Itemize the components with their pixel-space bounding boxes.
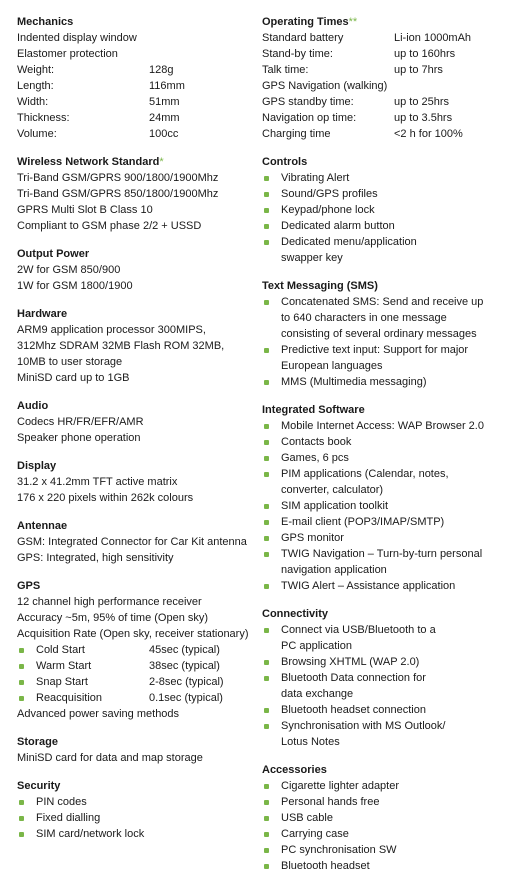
bullet-text (281, 702, 507, 718)
bullet-icon (262, 778, 281, 794)
bullet-text (281, 546, 507, 578)
section-title (262, 606, 507, 622)
bullet-line: TWIG Alert – Assistance application (281, 580, 456, 592)
section-audio (17, 398, 257, 446)
section-title-text: Operating Times (262, 16, 349, 28)
bullet-text (36, 810, 257, 826)
spec-row (17, 94, 257, 110)
spec-line: Indented display window (17, 32, 137, 44)
spec-value: up to 25hrs (394, 96, 450, 108)
bullet-item (262, 466, 507, 498)
section-accessories (262, 762, 507, 874)
bullet-line: swapper key (281, 252, 343, 264)
bullet-text (281, 342, 507, 374)
bullet-line: Dedicated menu/application (281, 236, 417, 248)
bullet-line: Fixed dialling (36, 812, 101, 824)
section-title (17, 518, 257, 534)
spec-value: 100cc (149, 128, 179, 140)
section-title-text: Integrated Software (262, 404, 365, 416)
spec-line: Elastomer protection (17, 48, 118, 60)
bullet-line: Mobile Internet Access: WAP Browser 2.0 (281, 420, 484, 432)
bullet-icon (17, 674, 36, 690)
bullet-icon (262, 794, 281, 810)
bullet-icon (17, 658, 36, 674)
section-title-text: Mechanics (17, 16, 74, 28)
section-title (17, 578, 257, 594)
spec-line: 12 channel high performance receiver (17, 596, 202, 608)
spec-bullet-row (17, 642, 257, 658)
section-title (17, 734, 257, 750)
spec-line: Tri-Band GSM/GPRS 850/1800/1900Mhz (17, 188, 219, 200)
spec-row (17, 110, 257, 126)
bullet-text (281, 530, 507, 546)
bullet-line: MMS (Multimedia messaging) (281, 376, 427, 388)
spec-line: Codecs HR/FR/EFR/AMR (17, 416, 144, 428)
bullet-text (281, 654, 507, 670)
section-title (17, 778, 257, 794)
bullet-line: Cigarette lighter adapter (281, 780, 400, 792)
spec-label: Warm Start (36, 660, 92, 672)
bullet-line: Concatenated SMS: Send and receive up (281, 296, 484, 308)
section-title (17, 306, 257, 322)
section-storage (17, 734, 257, 766)
bullet-item (262, 186, 507, 202)
spec-bullet-pair (36, 658, 220, 674)
bullet-item (262, 234, 507, 266)
spec-line: ARM9 application processor 300MIPS, (17, 324, 206, 336)
spec-row (262, 30, 507, 46)
bullet-text (281, 842, 507, 858)
bullet-item (262, 498, 507, 514)
section-title-text: Hardware (17, 308, 68, 320)
bullet-text (281, 826, 507, 842)
bullet-text (281, 294, 507, 342)
bullet-line: European languages (281, 360, 383, 372)
section-title-text: Security (17, 780, 61, 792)
left-column (17, 14, 257, 854)
spec-label: GPS Navigation (walking) (262, 80, 388, 92)
bullet-line: PC application (281, 640, 352, 652)
spec-row (262, 78, 507, 94)
bullet-text (281, 810, 507, 826)
bullet-item (17, 794, 257, 810)
spec-line: MiniSD card for data and map storage (17, 752, 203, 764)
bullet-icon (262, 418, 281, 434)
spec-bullet-row (17, 690, 257, 706)
bullet-item (262, 294, 507, 342)
bullet-line: Personal hands free (281, 796, 380, 808)
bullet-icon (262, 202, 281, 218)
spec-value: up to 3.5hrs (394, 112, 453, 124)
bullet-icon (17, 642, 36, 658)
spec-row (262, 62, 507, 78)
spec-label: Weight: (17, 64, 55, 76)
bullet-icon (262, 654, 281, 670)
bullet-line: navigation application (281, 564, 387, 576)
spec-line: 312Mhz SDRAM 32MB Flash ROM 32MB, (17, 340, 225, 352)
bullet-line: E-mail client (POP3/IMAP/SMTP) (281, 516, 445, 528)
bullet-icon (262, 718, 281, 750)
bullet-line: data exchange (281, 688, 354, 700)
spec-label: Volume: (17, 128, 57, 140)
bullet-item (262, 718, 507, 750)
section-title (262, 154, 507, 170)
bullet-line: Bluetooth headset (281, 860, 370, 872)
bullet-text (281, 718, 507, 750)
spec-value: 51mm (149, 96, 180, 108)
section-title-text: Text Messaging (SMS) (262, 280, 378, 292)
spec-row (262, 94, 507, 110)
spec-value: 0.1sec (typical) (149, 692, 223, 704)
bullet-text (281, 858, 507, 874)
spec-value: 45sec (typical) (149, 644, 220, 656)
section-output-power (17, 246, 257, 294)
section-title (262, 14, 507, 30)
spec-line: Advanced power saving methods (17, 708, 180, 720)
bullet-line: Synchronisation with MS Outlook/ (281, 720, 446, 732)
section-title-text: Connectivity (262, 608, 329, 620)
bullet-icon (262, 514, 281, 530)
section-title (262, 402, 507, 418)
right-column (262, 14, 507, 886)
bullet-item (262, 578, 507, 594)
bullet-icon (262, 826, 281, 842)
spec-label: GPS standby time: (262, 96, 354, 108)
bullet-line: PIM applications (Calendar, notes, (281, 468, 449, 480)
bullet-item (262, 450, 507, 466)
spec-label: Stand-by time: (262, 48, 333, 60)
bullet-text (281, 670, 507, 702)
bullet-item (262, 374, 507, 390)
spec-line: GPRS Multi Slot B Class 10 (17, 204, 153, 216)
spec-value: up to 160hrs (394, 48, 456, 60)
spec-line: 1W for GSM 1800/1900 (17, 280, 133, 292)
spec-row (17, 126, 257, 142)
bullet-icon (262, 498, 281, 514)
section-integrated-software (262, 402, 507, 594)
spec-value: <2 h for 100% (394, 128, 463, 140)
bullet-item (262, 654, 507, 670)
bullet-text (281, 170, 507, 186)
spec-line: Compliant to GSM phase 2/2 + USSD (17, 220, 202, 232)
section-title-text: Accessories (262, 764, 327, 776)
section-operating-times (262, 14, 507, 142)
bullet-text (281, 234, 507, 266)
spec-label: Width: (17, 96, 49, 108)
section-title-text: GPS (17, 580, 41, 592)
bullet-line: TWIG Navigation – Turn-by-turn personal (281, 548, 483, 560)
bullet-text (281, 434, 507, 450)
bullet-item (262, 514, 507, 530)
bullet-line: PC synchronisation SW (281, 844, 397, 856)
section-display (17, 458, 257, 506)
section-title (17, 154, 257, 170)
bullet-line: Contacts book (281, 436, 352, 448)
bullet-item (262, 810, 507, 826)
spec-line: Accuracy ~5m, 95% of time (Open sky) (17, 612, 209, 624)
spec-label: Standard battery (262, 32, 344, 44)
bullet-line: Dedicated alarm button (281, 220, 395, 232)
bullet-item (262, 418, 507, 434)
bullet-icon (262, 670, 281, 702)
bullet-item (262, 202, 507, 218)
spec-value: 116mm (149, 80, 185, 92)
bullet-line: USB cable (281, 812, 333, 824)
spec-bullet-pair (36, 674, 224, 690)
bullet-line: PIN codes (36, 796, 87, 808)
bullet-text (281, 622, 507, 654)
section-title (262, 762, 507, 778)
spec-row (262, 110, 507, 126)
bullet-text (281, 218, 507, 234)
section-title-text: Output Power (17, 248, 90, 260)
bullet-item (262, 670, 507, 702)
bullet-line: GPS monitor (281, 532, 344, 544)
bullet-text (281, 374, 507, 390)
bullet-icon (262, 218, 281, 234)
spec-row (17, 78, 257, 94)
bullet-item (17, 810, 257, 826)
bullet-icon (262, 530, 281, 546)
spec-line: 10MB to user storage (17, 356, 123, 368)
bullet-item (262, 530, 507, 546)
spec-label: Cold Start (36, 644, 85, 656)
bullet-icon (262, 858, 281, 874)
bullet-icon (262, 702, 281, 718)
bullet-text (281, 418, 507, 434)
spec-label: Snap Start (36, 676, 88, 688)
bullet-line: Bluetooth headset connection (281, 704, 426, 716)
bullet-icon (262, 842, 281, 858)
spec-label: Charging time (262, 128, 331, 140)
bullet-icon (262, 294, 281, 342)
bullet-line: to 640 characters in one message (281, 312, 447, 324)
bullet-text (281, 794, 507, 810)
section-controls (262, 154, 507, 266)
spec-row (262, 46, 507, 62)
bullet-icon (17, 794, 36, 810)
bullet-icon (262, 546, 281, 578)
spec-value: up to 7hrs (394, 64, 443, 76)
bullet-item (262, 702, 507, 718)
bullet-line: Games, 6 pcs (281, 452, 349, 464)
section-title-text: Storage (17, 736, 58, 748)
section-title-text: Audio (17, 400, 49, 412)
bullet-item (262, 842, 507, 858)
bullet-text (281, 778, 507, 794)
bullet-line: Bluetooth Data connection for (281, 672, 426, 684)
spec-line: GSM: Integrated Connector for Car Kit antenna (17, 536, 247, 548)
spec-label: Talk time: (262, 64, 309, 76)
bullet-icon (17, 810, 36, 826)
bullet-item (262, 858, 507, 874)
section-title-text: Antennae (17, 520, 68, 532)
footnote-marker: * (159, 156, 164, 168)
section-text-messaging-sms (262, 278, 507, 390)
bullet-icon (262, 374, 281, 390)
spec-label: Navigation op time: (262, 112, 357, 124)
spec-line: GPS: Integrated, high sensitivity (17, 552, 174, 564)
spec-value: 24mm (149, 112, 180, 124)
section-mechanics (17, 14, 257, 142)
spec-bullet-row (17, 674, 257, 690)
bullet-icon (262, 450, 281, 466)
bullet-item (17, 826, 257, 842)
section-hardware (17, 306, 257, 386)
bullet-text (281, 202, 507, 218)
bullet-icon (262, 578, 281, 594)
bullet-line: converter, calculator) (281, 484, 384, 496)
bullet-text (36, 794, 257, 810)
section-antennae (17, 518, 257, 566)
section-title (17, 14, 257, 30)
footnote-marker: ** (348, 16, 358, 28)
bullet-icon (262, 342, 281, 374)
spec-value: 2-8sec (typical) (149, 676, 224, 688)
spec-value: 128g (149, 64, 174, 76)
section-title (262, 278, 507, 294)
spec-line: Tri-Band GSM/GPRS 900/1800/1900Mhz (17, 172, 219, 184)
bullet-line: Vibrating Alert (281, 172, 350, 184)
bullet-line: SIM card/network lock (36, 828, 145, 840)
spec-bullet-row (17, 658, 257, 674)
section-title-text: Controls (262, 156, 308, 168)
spec-label: Thickness: (17, 112, 70, 124)
bullet-icon (17, 690, 36, 706)
spec-bullet-pair (36, 690, 223, 706)
bullet-line: SIM application toolkit (281, 500, 388, 512)
spec-bullet-pair (36, 642, 220, 658)
section-title (17, 458, 257, 474)
spec-line: 31.2 x 41.2mm TFT active matrix (17, 476, 178, 488)
bullet-line: Lotus Notes (281, 736, 340, 748)
section-security (17, 778, 257, 842)
bullet-icon (262, 466, 281, 498)
spec-line: Acquisition Rate (Open sky, receiver stationary) (17, 628, 249, 640)
bullet-icon (262, 234, 281, 266)
spec-value: Li-ion 1000mAh (394, 32, 472, 44)
bullet-icon (17, 826, 36, 842)
bullet-line: Browsing XHTML (WAP 2.0) (281, 656, 420, 668)
section-title-text: Wireless Network Standard (17, 156, 160, 168)
bullet-line: Predictive text input: Support for major (281, 344, 469, 356)
spec-value: 38sec (typical) (149, 660, 220, 672)
bullet-text (281, 186, 507, 202)
bullet-item (262, 218, 507, 234)
bullet-item (262, 546, 507, 578)
bullet-icon (262, 186, 281, 202)
spec-line: MiniSD card up to 1GB (17, 372, 130, 384)
bullet-text (281, 498, 507, 514)
bullet-item (262, 342, 507, 374)
section-title (17, 246, 257, 262)
spec-line: 2W for GSM 850/900 (17, 264, 121, 276)
bullet-text (281, 450, 507, 466)
bullet-line: Connect via USB/Bluetooth to a (281, 624, 436, 636)
bullet-item (262, 794, 507, 810)
spec-row (17, 62, 257, 78)
bullet-text (281, 466, 507, 498)
bullet-item (262, 622, 507, 654)
spec-row (262, 126, 507, 142)
bullet-icon (262, 810, 281, 826)
section-title (17, 398, 257, 414)
bullet-line: Sound/GPS profiles (281, 188, 378, 200)
spec-label: Reacquisition (36, 692, 103, 704)
bullet-text (36, 826, 257, 842)
section-connectivity (262, 606, 507, 750)
bullet-text (281, 514, 507, 530)
spec-label: Length: (17, 80, 54, 92)
bullet-icon (262, 170, 281, 186)
bullet-icon (262, 622, 281, 654)
bullet-text (281, 578, 507, 594)
bullet-line: Keypad/phone lock (281, 204, 375, 216)
bullet-item (262, 170, 507, 186)
bullet-item (262, 434, 507, 450)
spec-line: Speaker phone operation (17, 432, 141, 444)
bullet-line: Carrying case (281, 828, 349, 840)
section-title-text: Display (17, 460, 57, 472)
section-wireless-network-standard (17, 154, 257, 234)
spec-line: 176 x 220 pixels within 262k colours (17, 492, 194, 504)
bullet-line: consisting of several ordinary messages (281, 328, 477, 340)
bullet-item (262, 778, 507, 794)
bullet-item (262, 826, 507, 842)
section-gps (17, 578, 257, 722)
bullet-icon (262, 434, 281, 450)
